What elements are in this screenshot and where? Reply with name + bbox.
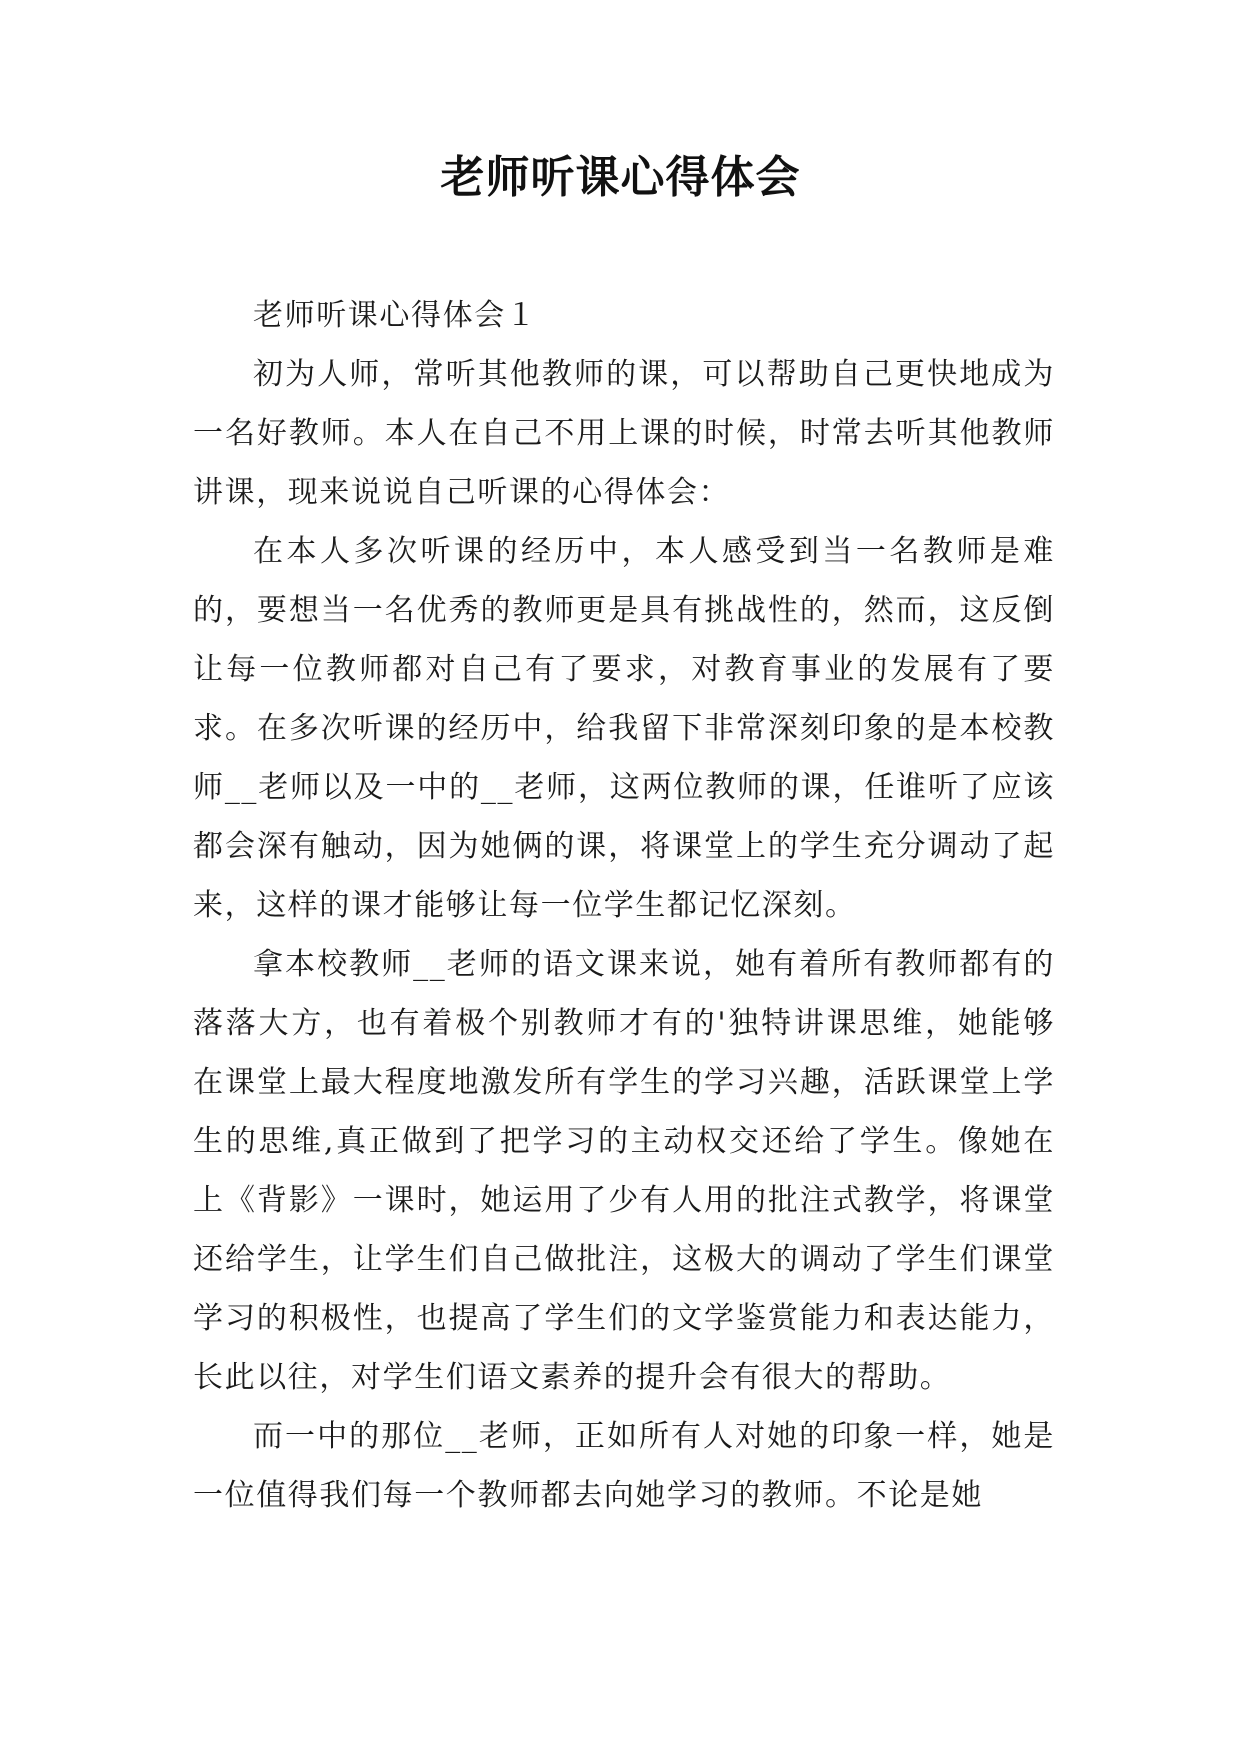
paragraph-2: 在本人多次听课的经历中，本人感受到当一名教师是难的，要想当一名优秀的教师更是具有挑战性的，然而，这反倒让每一位教师都对自己有了要求，对教育事业的发展有了要求。在多次听课的经历中，给我留下非常深刻印象的是本校教师__老师以及一中的__老师，这两位教师的课，任谁听了应该都会深有触动，因为她俩的课，将课堂上的学生充分调动了起来，这样的课才能够让每一位学生都记忆深刻。 — [193, 534, 1055, 923]
paragraph-4: 而一中的那位__老师，正如所有人对她的印象一样，她是一位值得我们每一个教师都去向她学习的教师。不论是她 — [193, 1419, 1055, 1513]
paragraph-1: 初为人师，常听其他教师的课，可以帮助自己更快地成为一名好教师。本人在自己不用上课的时候，时常去听其他教师讲课，现来说说自己听课的心得体会： — [193, 357, 1055, 510]
section-heading: 老师听课心得体会１ — [253, 298, 538, 333]
document-title: 老师听课心得体会 — [440, 152, 801, 203]
paragraph-3: 拿本校教师__老师的语文课来说，她有着所有教师都有的落落大方，也有着极个别教师才有的'独特讲课思维，她能够在课堂上最大程度地激发所有学生的学习兴趣，活跃课堂上学生的思维,真正做到了把学习的主动权交还给了学生。像她在上《背影》一课时，她运用了少有人用的批注式教学，将课堂还给学生，让学生们自己做批注，这极大的调动了学生们课堂学习的积极性，也提高了学生们的文学鉴赏能力和表达能力，长此以往，对学生们语文素养的提升会有很大的帮助。 — [193, 947, 1055, 1395]
document-body — [193, 286, 1055, 1525]
